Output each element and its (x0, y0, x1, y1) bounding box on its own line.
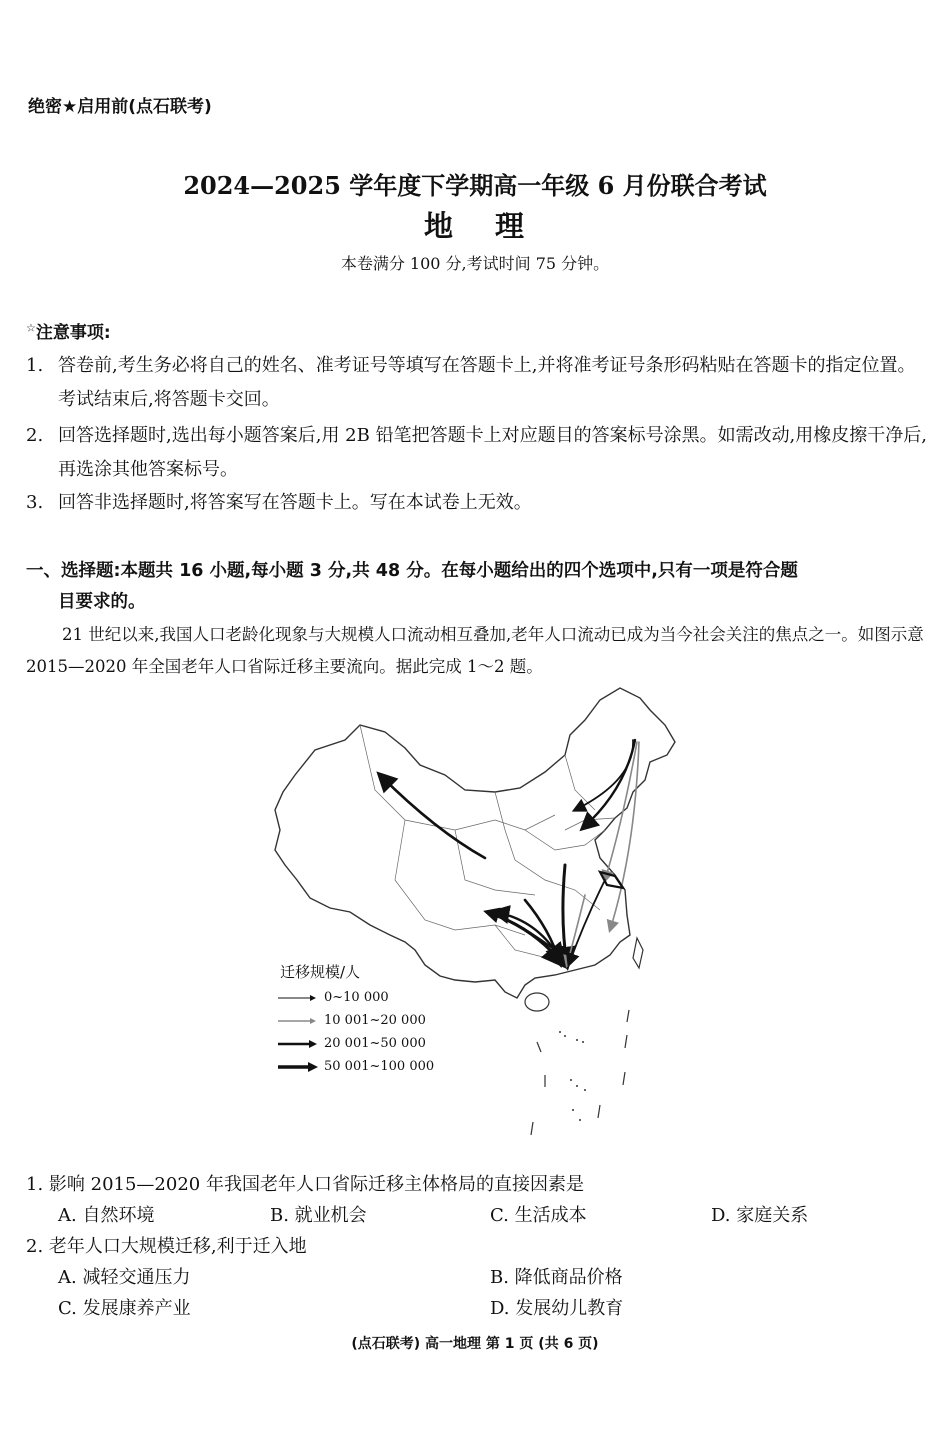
q2-option-b: B. 降低商品价格 (490, 1267, 623, 1288)
subject-char-1: 地 (423, 209, 455, 243)
arrow-east-coast (569, 880, 605, 964)
q1-option-a: A. 自然环境 (58, 1205, 155, 1226)
arrow-ne-2 (605, 742, 637, 880)
notice-item: 1. 答卷前,考生务必将自己的姓名、准考证号等填写在答题卡上,并将准考证号条形码粘贴在答题卡的指定位置。考试结束后,将答题卡交回。 (26, 355, 916, 410)
taiwan-island (633, 938, 643, 968)
notice-item: 3. 回答非选择题时,将答案写在答题卡上。写在本试卷上无效。 (26, 492, 532, 513)
exam-title: 2024—2025 学年度下学期高一年级 6 月份联合考试 (183, 171, 767, 200)
arrow-yangtze-delta (600, 872, 623, 888)
legend-line-thick (278, 1062, 318, 1072)
notice-item: 2. 回答选择题时,选出每小题答案后,用 2B 铅笔把答题卡上对应题目的答案标号涂黑。如需改动,用橡皮擦干净后,再选涂其他答案标号。 (26, 425, 928, 480)
exam-meta: 本卷满分 100 分,考试时间 75 分钟。 (340, 254, 610, 273)
legend-item: 10 001~20 000 (278, 1013, 426, 1028)
section-heading: 一、选择题:本题共 16 小题,每小题 3 分,共 48 分。在每小题给出的四个选项中,只有一项是符合题 目要求的。 (26, 561, 798, 612)
q1-option-d: D. 家庭关系 (711, 1205, 809, 1226)
hainan-island (525, 993, 549, 1011)
q2-option-c: C. 发展康养产业 (58, 1298, 191, 1319)
legend-title: 迁移规模/人 (280, 963, 361, 981)
q1-option-b: B. 就业机会 (270, 1205, 367, 1226)
question-intro: 21 世纪以来,我国人口老龄化现象与大规模人口流动相互叠加,老年人口流动已成为当今社会关注的焦点之一。如图示意 2015—2020 年全国老年人口省际迁移主要流向。据此完成 1～2 题。 (26, 625, 924, 676)
subject-char-2: 理 (495, 209, 527, 243)
legend-item: 20 001~50 000 (278, 1036, 426, 1051)
legend-item: 50 001~100 000 (278, 1059, 434, 1074)
question-1-stem: 1. 影响 2015—2020 年我国老年人口省际迁移主体格局的直接因素是 (26, 1174, 584, 1195)
arrow-to-guangdong-1 (563, 865, 567, 965)
legend-line-thin (278, 993, 318, 1003)
arrow-ne-1 (583, 740, 635, 828)
china-migration-map (255, 680, 695, 1150)
arrow-to-guangdong-2 (495, 915, 563, 964)
legend-line-medium (278, 1039, 318, 1049)
q2-option-a: A. 减轻交通压力 (58, 1267, 191, 1288)
legend-line-gray (278, 1016, 318, 1026)
q2-option-d: D. 发展幼儿教育 (490, 1298, 624, 1319)
question-2-stem: 2. 老年人口大规模迁移,利于迁入地 (26, 1236, 307, 1257)
star-icon: ☆ (26, 321, 36, 335)
confidential-label: 绝密★启用前(点石联考) (28, 97, 212, 117)
arrow-to-xinjiang (380, 775, 485, 858)
q1-option-c: C. 生活成本 (490, 1205, 587, 1226)
legend-item: 0~10 000 (278, 990, 389, 1005)
notice-heading: ☆注意事项: (26, 321, 111, 343)
page-footer: (点石联考) 高一地理 第 1 页 (共 6 页) (351, 1336, 599, 1352)
subject-title (0, 204, 950, 245)
